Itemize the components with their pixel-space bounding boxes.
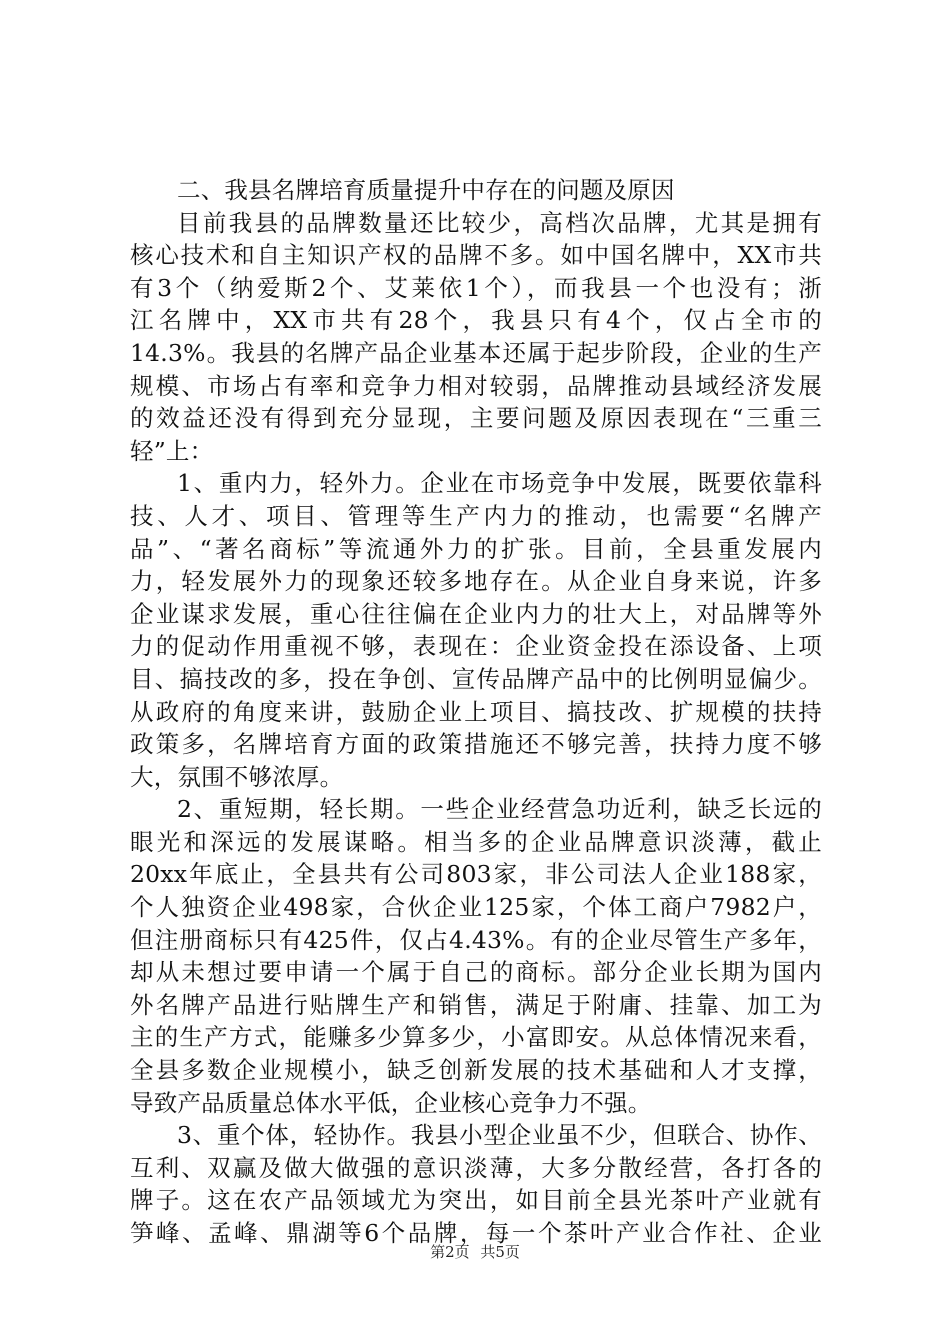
text-line: 从政府的角度来讲，鼓励企业上项目、搞技改、扩规模的扶持: [130, 697, 822, 726]
text-line: 二、我县名牌培育质量提升中存在的问题及原因: [177, 176, 675, 204]
page-number: 第2页: [430, 1243, 470, 1261]
text-line: 导致产品质量总体水平低，企业核心竞争力不强。: [130, 1088, 652, 1117]
text-line: 主的生产方式，能赚多少算多少，小富即安。从总体情况来看，: [130, 1023, 822, 1052]
text-line: 的效益还没有得到充分显现，主要问题及原因表现在“三重三: [130, 404, 822, 433]
text-line: 政策多，名牌培育方面的政策措施还不够完善，扶持力度不够: [130, 730, 822, 759]
page-footer: [0, 1242, 950, 1262]
text-line: 力的促动作用重视不够，表现在：企业资金投在添设备、上项: [130, 632, 822, 661]
text-line: 但注册商标只有425件，仅占4.43%。有的企业尽管生产多年，: [130, 925, 822, 954]
text-line: 却从未想过要申请一个属于自己的商标。部分企业长期为国内: [130, 958, 822, 987]
text-line: 品”、“著名商标”等流通外力的扩张。目前，全县重发展内: [130, 534, 822, 563]
text-line: 3、重个体，轻协作。我县小型企业虽不少，但联合、协作、: [177, 1121, 822, 1150]
text-line: 大，氛围不够浓厚。: [130, 762, 344, 791]
text-line: 个人独资企业498家，合伙企业125家，个体工商户7982户，: [130, 893, 822, 922]
text-line: 轻”上：: [130, 436, 214, 465]
text-line: 有3个（纳爱斯2个、艾莱依1个），而我县一个也没有；浙: [130, 273, 822, 302]
document-body: [130, 174, 822, 1250]
text-line: 企业谋求发展，重心往往偏在企业内力的壮大上，对品牌等外: [130, 599, 822, 628]
page-total: 共5页: [480, 1243, 520, 1261]
text-line: 笋峰、孟峰、鼎湖等6个品牌，每一个茶叶产业合作社、企业: [130, 1219, 822, 1247]
text-line: 江名牌中，XX市共有28个，我县只有4个，仅占全市的: [130, 306, 822, 335]
text-line: 互利、双赢及做大做强的意识淡薄，大多分散经营，各打各的: [130, 1153, 822, 1182]
text-line: 全县多数企业规模小，缺乏创新发展的技术基础和人才支撑，: [130, 1056, 822, 1085]
text-line: 14.3%。我县的名牌产品企业基本还属于起步阶段，企业的生产: [130, 338, 822, 367]
text-line: 技、人才、项目、管理等生产内力的推动，也需要“名牌产: [130, 501, 822, 530]
text-line: 力，轻发展外力的现象还较多地存在。从企业自身来说，许多: [130, 567, 822, 596]
text-line: 核心技术和自主知识产权的品牌不多。如中国名牌中，XX市共: [130, 241, 822, 270]
text-line: 规模、市场占有率和竞争力相对较弱，品牌推动县域经济发展: [130, 371, 822, 400]
text-line: 牌子。这在农产品领域尤为突出，如目前全县光茶叶产业就有: [130, 1186, 822, 1215]
text-line: 2、重短期，轻长期。一些企业经营急功近利，缺乏长远的: [177, 795, 822, 824]
text-line: 20xx年底止，全县共有公司803家，非公司法人企业188家，: [130, 860, 822, 889]
text-line: 目、搞技改的多，投在争创、宣传品牌产品中的比例明显偏少。: [130, 664, 822, 693]
text-line: 外名牌产品进行贴牌生产和销售，满足于附庸、挂靠、加工为: [130, 990, 822, 1019]
text-line: 1、重内力，轻外力。企业在市场竞争中发展，既要依靠科: [177, 469, 822, 498]
text-line: 目前我县的品牌数量还比较少，高档次品牌，尤其是拥有: [177, 208, 822, 237]
text-line: 眼光和深远的发展谋略。相当多的企业品牌意识淡薄，截止: [130, 827, 822, 856]
